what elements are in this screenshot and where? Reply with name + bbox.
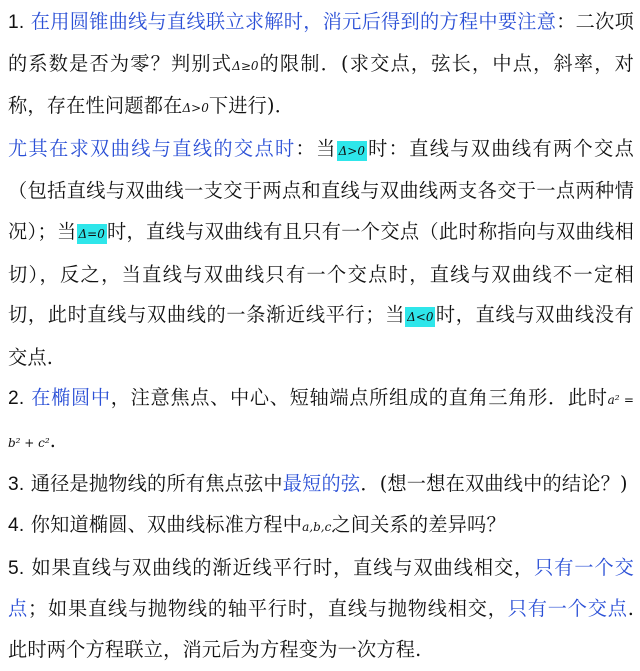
highlighted-math: Δ=0	[77, 224, 107, 244]
body-text: ：二次项的系数是否为零？判别式	[8, 10, 634, 75]
body-text: ：当	[295, 136, 337, 160]
item-1	[8, 2, 634, 129]
item-5	[8, 548, 634, 671]
emphasis-text: 最短的弦	[282, 471, 361, 495]
item-number: 2.	[8, 388, 25, 410]
item-1-hyperbola	[8, 129, 634, 379]
emphasis-text: 尤其在求双曲线与直线的交点时	[8, 136, 296, 160]
math-inline: a,b,c	[302, 520, 332, 535]
body-text: 时，直线与双曲线没有交点.	[8, 303, 634, 369]
body-text: .	[49, 428, 57, 452]
math-inline: Δ>0	[182, 101, 209, 116]
highlighted-math: Δ>0	[337, 141, 367, 161]
emphasis-text: 只有一个交点	[8, 555, 634, 621]
body-text: 时：直线与双曲线有两个交点（包括直线与双曲线一支交于两点和直线与双曲线两支各交于一点两种情况）；当	[8, 136, 634, 243]
body-text: 时，直线与双曲线有且只有一个交点（此时称指向与双曲线相切），反之，当直线与双曲线只有一个交点时，直线与双曲线不一定相切，此时直线与双曲线的一条渐近线平行；当	[8, 219, 634, 327]
body-text: 之间关系的差异吗？	[331, 513, 506, 537]
emphasis-text: 只有一个交点	[507, 597, 628, 621]
math-inline: a² = b² + c²	[8, 393, 634, 450]
body-text: 如果直线与双曲线的渐近线平行时，直线与双曲线相交，	[31, 555, 535, 579]
body-text: .此时两个方程联立，消元后为方程变为一次方程.	[8, 597, 634, 661]
body-text: ；如果直线与抛物线的轴平行时，直线与抛物线相交，	[28, 597, 508, 621]
item-number: 5.	[8, 557, 25, 579]
item-3	[8, 464, 634, 506]
emphasis-text: 在椭圆中	[31, 386, 111, 410]
body-text: ．(想一想在双曲线中的结论？)	[360, 471, 628, 495]
body-text: 下进行)．	[208, 94, 295, 118]
item-number: 3.	[8, 473, 25, 495]
math-inline: Δ≥0	[232, 58, 259, 73]
emphasis-text: 在用圆锥曲线与直线联立求解时，消元后得到的方程中要注意	[30, 10, 557, 33]
item-number: 1.	[8, 12, 25, 33]
body-text: 通径是抛物线的所有焦点弦中	[30, 471, 283, 495]
body-text: 你知道椭圆、双曲线标准方程中	[30, 513, 303, 537]
item-4	[8, 505, 634, 548]
item-2	[8, 378, 634, 463]
highlighted-math: Δ<0	[405, 307, 435, 327]
body-text: ，注意焦点、中心、短轴端点所组成的直角三角形．此时	[110, 386, 608, 410]
body-text: 的限制．(求交点，弦长，中点，斜率，对称，存在性问题都在	[8, 51, 634, 118]
item-number: 4.	[8, 515, 25, 537]
